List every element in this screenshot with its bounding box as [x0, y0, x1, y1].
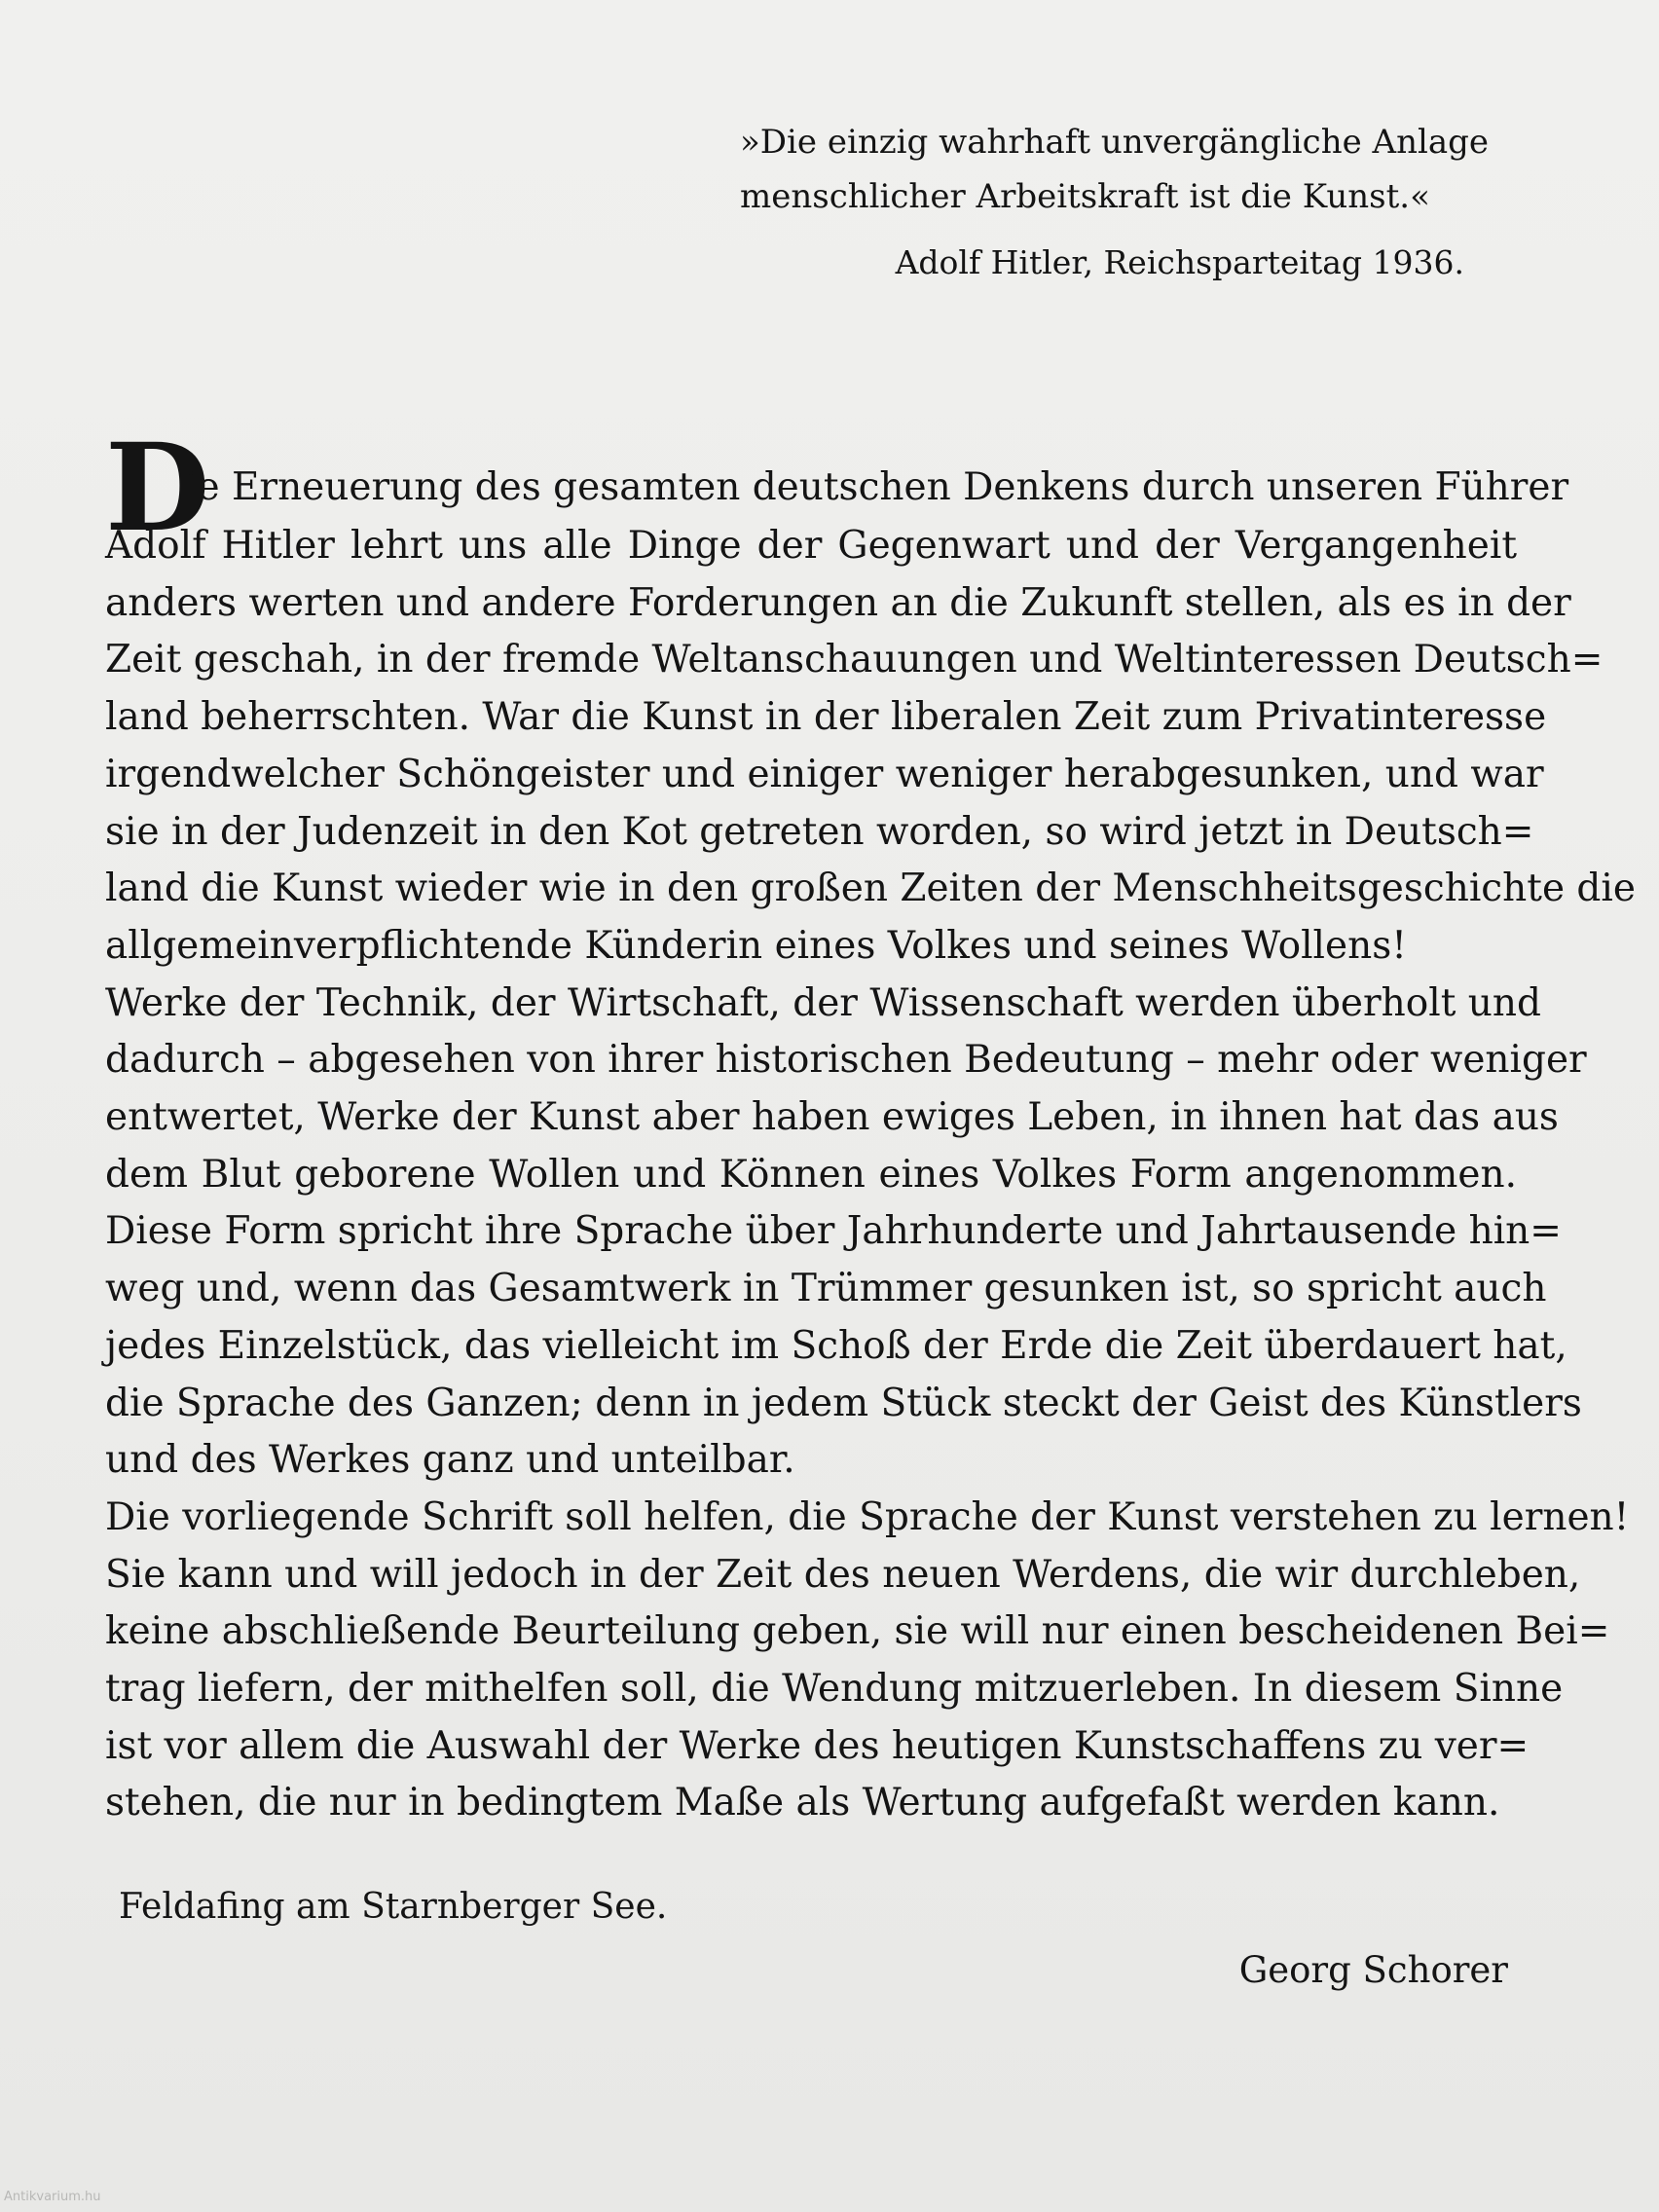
body-text	[105, 518, 1636, 1832]
body-line: Adolf Hitler lehrt uns alle Dinge der Gegenwart und der Vergangenheit	[105, 524, 1517, 568]
body-line: Diese Form spricht ihre Sprache über Jahrhunderte und Jahrtausende hin=	[105, 1209, 1562, 1254]
drop-cap-initial: D	[105, 418, 210, 559]
body-line: ist vor allem die Auswahl der Werke des heutigen Kunstschaffens zu ver=	[105, 1723, 1530, 1768]
body-line: jedes Einzelstück, das vielleicht im Schoß der Erde die Zeit überdauert hat,	[105, 1323, 1567, 1368]
epigraph-line: menschlicher Arbeitskraft ist die Kunst.«	[740, 177, 1430, 216]
body-first-line: ie Erneuerung des gesamten deutschen Denkens durch unseren Führer	[185, 465, 1569, 509]
body-line: weg und, wenn das Gesamtwerk in Trümmer gesunken ist, so spricht auch	[105, 1267, 1547, 1311]
body-line: irgendwelcher Schöngeister und einiger weniger herabgesunken, und war	[105, 752, 1544, 796]
body-line: allgemeinverpflichtende Künderin eines Volkes und seines Wollens!	[105, 923, 1407, 968]
body-line: Sie kann und will jedoch in der Zeit des neuen Werdens, die wir durchleben,	[105, 1552, 1581, 1597]
body-line: dem Blut geborene Wollen und Können eines Volkes Form angenommen.	[105, 1152, 1517, 1197]
body-line: die Sprache des Ganzen; denn in jedem Stück steckt der Geist des Künstlers	[105, 1381, 1582, 1425]
body-line: sie in der Judenzeit in den Kot getreten worden, so wird jetzt in Deutsch=	[105, 809, 1534, 854]
place-line: Feldafing am Starnberger See.	[119, 1887, 668, 1927]
body-line: Die vorliegende Schrift soll helfen, die Sprache der Kunst verstehen zu lernen!	[105, 1494, 1630, 1539]
body-line: land beherrschten. War die Kunst in der liberalen Zeit zum Privatinteresse	[105, 695, 1547, 740]
epigraph-attribution: Adolf Hitler, Reichsparteitag 1936.	[895, 243, 1464, 281]
body-line: anders werten und andere Forderungen an die Zukunft stellen, als es in der	[105, 580, 1571, 625]
body-line: Werke der Technik, der Wirtschaft, der Wissenschaft werden überholt und	[105, 980, 1541, 1025]
body-line: Zeit geschah, in der fremde Weltanschauungen und Weltinteressen Deutsch=	[105, 638, 1604, 682]
epigraph-line: »Die einzig wahrhaft unvergängliche Anlage	[740, 123, 1490, 162]
body-line: stehen, die nur in bedingtem Maße als Wertung aufgefaßt werden kann.	[105, 1781, 1500, 1825]
epigraph-quote	[740, 115, 1509, 224]
body-line: und des Werkes ganz und unteilbar.	[105, 1438, 795, 1483]
body-line: land die Kunst wieder wie in den großen Zeiten der Menschheitsgeschichte die	[105, 866, 1636, 911]
author-signature: Georg Schorer	[1238, 1949, 1508, 1991]
body-line: dadurch – abgesehen von ihrer historischen Bedeutung – mehr oder weniger	[105, 1038, 1587, 1083]
body-line: trag liefern, der mithelfen soll, die Wendung mitzuerleben. In diesem Sinne	[105, 1667, 1564, 1712]
body-line: keine abschließende Beurteilung geben, sie will nur einen bescheidenen Bei=	[105, 1609, 1610, 1654]
body-line: entwertet, Werke der Kunst aber haben ewiges Leben, in ihnen hat das aus	[105, 1095, 1559, 1140]
watermark: Antikvarium.hu	[4, 2190, 101, 2204]
